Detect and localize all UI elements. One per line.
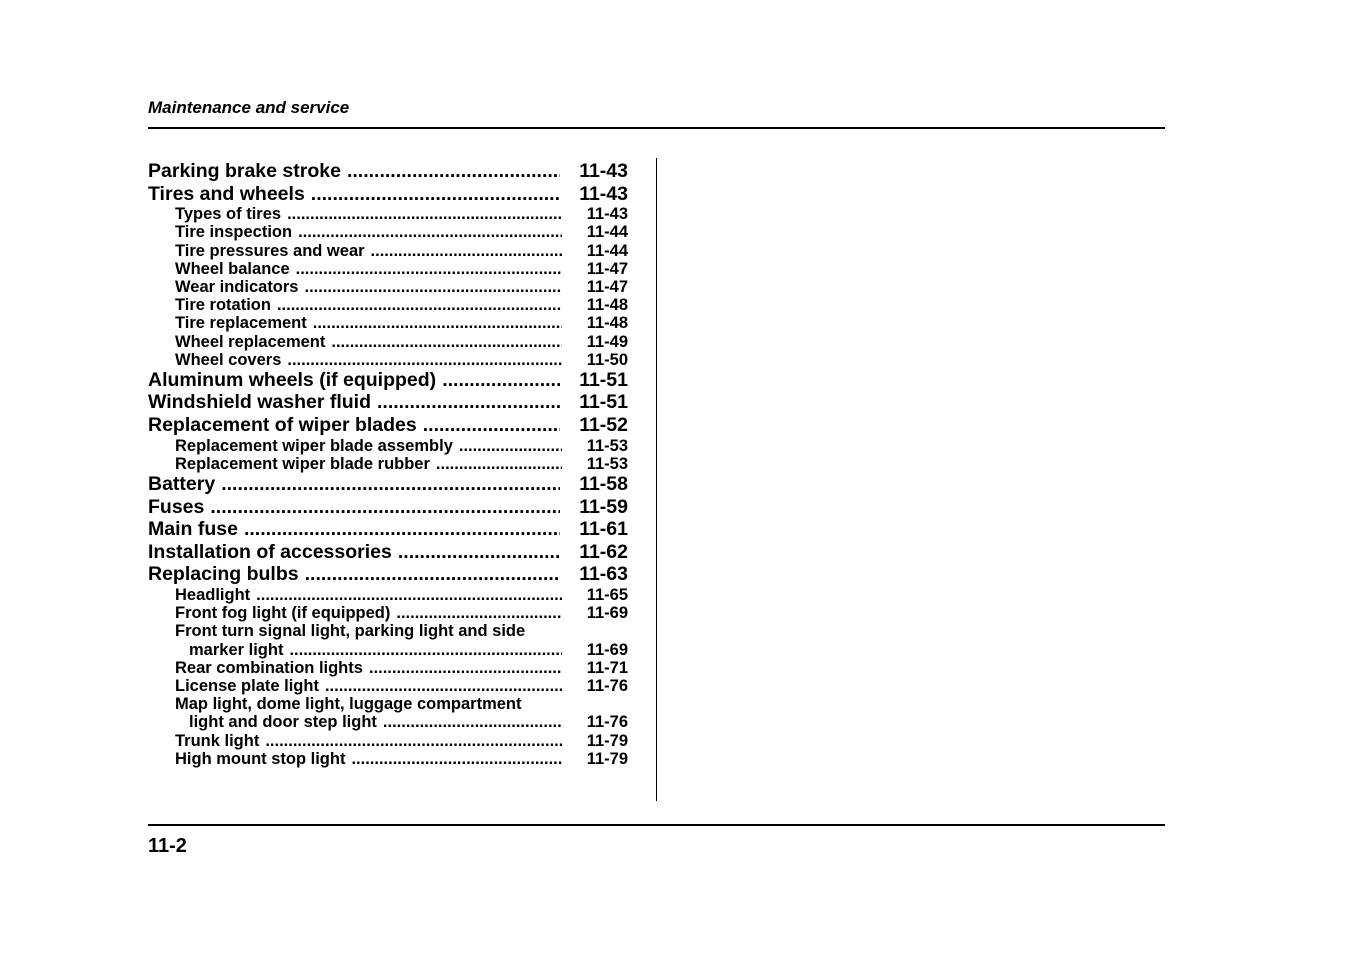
toc-subentry[interactable] — [148, 641, 628, 659]
toc-entry-page: 11-51 — [579, 368, 628, 391]
toc-entry-title: License plate light — [175, 676, 319, 695]
dot-leader — [377, 391, 560, 414]
dot-leader — [265, 732, 562, 750]
dot-leader — [423, 414, 560, 437]
toc-entry-page: 11-58 — [579, 473, 628, 496]
toc-entry[interactable] — [148, 473, 628, 496]
dot-leader — [287, 205, 562, 223]
dot-leader — [313, 314, 562, 332]
toc-entry-title: Tire inspection — [175, 223, 293, 242]
toc-subentry[interactable] — [148, 604, 628, 622]
dot-leader — [442, 369, 560, 392]
dot-leader — [221, 473, 560, 496]
toc-entry-title: Tire replacement — [175, 314, 307, 333]
toc-subentry[interactable] — [148, 296, 628, 314]
toc-entry-title: Replacement of wiper blades — [148, 414, 417, 437]
dot-leader — [210, 496, 560, 519]
toc-subentry[interactable] — [148, 333, 628, 351]
toc-entry-page: 11-76 — [586, 713, 628, 732]
toc-entry-page: 11-51 — [579, 391, 628, 414]
toc-entry-title: Wheel replacement — [175, 332, 326, 351]
toc-entry-title: Wheel covers — [175, 350, 282, 369]
header-rule — [148, 127, 1165, 129]
dot-leader — [305, 563, 560, 586]
toc-subentry[interactable] — [148, 260, 628, 278]
dot-leader — [347, 160, 560, 183]
dot-leader — [287, 351, 562, 369]
toc-entry[interactable] — [148, 414, 628, 437]
toc-entry-title: Aluminum wheels (if equipped) — [148, 368, 437, 391]
toc-entry-page: 11-53 — [586, 454, 628, 473]
dot-leader — [331, 333, 562, 351]
toc-entry[interactable] — [148, 183, 628, 206]
toc-entry-page: 11-44 — [586, 223, 628, 242]
toc-entry-page: 11-63 — [579, 563, 628, 586]
toc-entry-page: 11-52 — [579, 414, 628, 437]
toc-entry-title: Front fog light (if equipped) — [175, 604, 391, 623]
toc-entry[interactable] — [148, 160, 628, 183]
toc-subentry[interactable] — [148, 242, 628, 260]
toc-entry-page: 11-44 — [586, 241, 628, 260]
toc-subentry[interactable] — [148, 586, 628, 604]
dot-leader — [256, 586, 562, 604]
toc-entry-title: Replacing bulbs — [148, 563, 299, 586]
toc-entry-page: 11-53 — [586, 436, 628, 455]
toc-entry-title: Installation of accessories — [148, 540, 392, 563]
toc-entry-title: Fuses — [148, 495, 205, 518]
toc-subentry[interactable] — [148, 351, 628, 369]
table-of-contents — [148, 160, 628, 768]
toc-entry-page: 11-50 — [586, 350, 628, 369]
toc-entry-title: marker light — [189, 640, 284, 659]
column-divider — [656, 158, 657, 801]
toc-entry-title: Types of tires — [175, 205, 282, 224]
dot-leader — [244, 518, 560, 541]
toc-entry-title: Tire rotation — [175, 296, 271, 315]
toc-entry-page: 11-59 — [579, 495, 628, 518]
toc-subentry-line1[interactable]: Map light, dome light, luggage compartment — [175, 695, 522, 714]
toc-subentry[interactable] — [148, 437, 628, 455]
toc-entry-title: Battery — [148, 473, 216, 496]
toc-entry[interactable] — [148, 563, 628, 586]
toc-entry-page: 11-65 — [586, 586, 628, 604]
toc-entry-title: Main fuse — [148, 518, 238, 541]
toc-subentry-line1[interactable]: Front turn signal light, parking light and side — [175, 622, 526, 641]
toc-entry[interactable] — [148, 541, 628, 564]
toc-entry-page: 11-43 — [579, 160, 628, 182]
toc-subentry[interactable] — [148, 713, 628, 731]
dot-leader — [383, 713, 562, 731]
toc-entry-page: 11-48 — [586, 314, 628, 333]
toc-entry-page: 11-61 — [579, 518, 628, 541]
toc-entry-page: 11-79 — [586, 731, 628, 750]
toc-entry-page: 11-47 — [586, 277, 628, 296]
toc-entry-page: 11-76 — [586, 676, 628, 695]
section-header: Maintenance and service — [148, 98, 350, 117]
dot-leader — [398, 541, 560, 564]
toc-entry-page: 11-71 — [586, 658, 628, 677]
toc-entry-page: 11-43 — [586, 205, 628, 224]
page-number: 11-2 — [148, 835, 187, 857]
toc-entry-page: 11-69 — [586, 604, 628, 623]
toc-entry-title: Headlight — [175, 586, 251, 604]
toc-entry-page: 11-62 — [579, 540, 628, 563]
toc-entry-title: Trunk light — [175, 731, 260, 750]
toc-entry-page: 11-49 — [586, 332, 628, 351]
dot-leader — [304, 278, 562, 296]
toc-entry-title: Replacement wiper blade rubber — [175, 454, 430, 473]
dot-leader — [296, 260, 562, 278]
toc-entry-page: 11-43 — [579, 182, 628, 205]
toc-entry-title: Tires and wheels — [148, 182, 305, 205]
toc-entry-page: 11-47 — [586, 259, 628, 278]
dot-leader — [396, 604, 562, 622]
dot-leader — [277, 296, 562, 314]
dot-leader — [459, 437, 562, 455]
toc-subentry[interactable] — [148, 205, 628, 223]
toc-entry-title: Windshield washer fluid — [148, 391, 372, 414]
dot-leader — [325, 677, 562, 695]
toc-subentry[interactable] — [148, 278, 628, 296]
toc-entry-title: Replacement wiper blade assembly — [175, 436, 453, 455]
toc-entry-title: Wear indicators — [175, 277, 299, 296]
dot-leader — [369, 659, 562, 677]
toc-entry[interactable] — [148, 391, 628, 414]
dot-leader — [311, 183, 560, 206]
toc-subentry[interactable] — [148, 677, 628, 695]
toc-entry-title: Parking brake stroke — [148, 160, 341, 182]
toc-entry-title: light and door step light — [189, 713, 377, 732]
dot-leader — [436, 455, 562, 473]
toc-entry-page: 11-48 — [586, 296, 628, 315]
toc-entry[interactable] — [148, 496, 628, 519]
dot-leader — [289, 641, 562, 659]
toc-entry-title: Rear combination lights — [175, 658, 363, 677]
toc-subentry[interactable] — [148, 314, 628, 332]
toc-subentry[interactable] — [148, 659, 628, 677]
toc-entry-page: 11-79 — [586, 749, 628, 768]
toc-entry-title: Wheel balance — [175, 259, 290, 278]
toc-subentry[interactable] — [148, 223, 628, 241]
dot-leader — [371, 242, 562, 260]
toc-entry-title: Tire pressures and wear — [175, 241, 365, 260]
toc-entry-title: High mount stop light — [175, 749, 346, 768]
toc-entry[interactable] — [148, 369, 628, 392]
footer-rule — [148, 824, 1165, 826]
toc-subentry[interactable] — [148, 732, 628, 750]
toc-subentry[interactable] — [148, 750, 628, 768]
dot-leader — [298, 223, 562, 241]
toc-entry[interactable] — [148, 518, 628, 541]
toc-subentry[interactable] — [148, 455, 628, 473]
dot-leader — [351, 750, 562, 768]
toc-entry-page: 11-69 — [586, 640, 628, 659]
